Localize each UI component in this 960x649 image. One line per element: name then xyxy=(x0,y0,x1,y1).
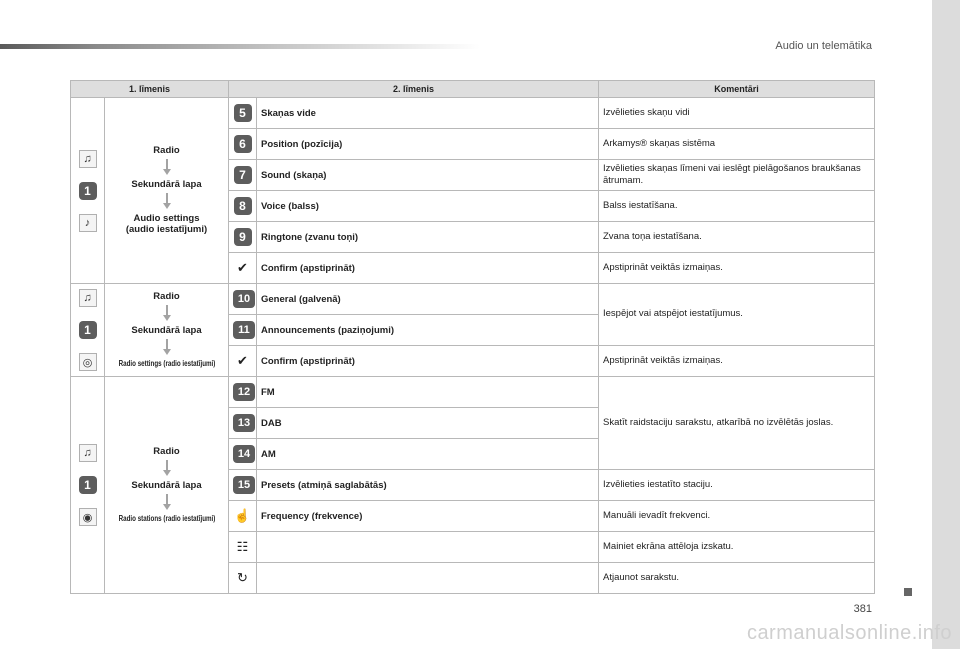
level2-item: Frequency (frekvence) xyxy=(257,501,599,532)
comment-cell: Izvēlieties skaņu vidi xyxy=(599,98,875,129)
music-note-icon: ♫ xyxy=(79,289,97,307)
arrow-down-icon xyxy=(163,315,171,321)
table-row xyxy=(71,377,875,408)
comment-cell: Izvēlieties skaņas līmeni vai ieslēgt pielāgošanos braukšanas ātrumam. xyxy=(599,160,875,191)
comment-cell: Manuāli ievadīt frekvenci. xyxy=(599,501,875,532)
comment-cell: Izvēlieties iestatīto staciju. xyxy=(599,470,875,501)
number-badge: 11 xyxy=(233,321,255,339)
level1-step: Sekundārā lapa xyxy=(131,178,202,190)
group-icons xyxy=(71,284,105,377)
refresh-icon: ↻ xyxy=(237,570,248,585)
level1-step: Sekundārā lapa xyxy=(131,480,202,491)
level1-step: Radio settings (radio iestatījumi) xyxy=(118,358,215,368)
column-header-level2: 2. līmenis xyxy=(229,81,599,98)
comment-cell: Skatīt raidstaciju sarakstu, atkarībā no izvēlētās joslas. xyxy=(599,377,875,470)
step-badge: 1 xyxy=(79,321,97,339)
step-badge: 1 xyxy=(79,182,97,200)
column-header-level1: 1. līmenis xyxy=(71,81,229,98)
level2-item: Ringtone (zvanu toņi) xyxy=(257,222,599,253)
level1-step: Sekundārā lapa xyxy=(131,325,202,336)
checkmark-icon: ✔ xyxy=(237,260,248,275)
level1-path xyxy=(105,284,229,377)
comment-cell: Mainiet ekrāna attēloja izskatu. xyxy=(599,532,875,563)
checkmark-icon: ✔ xyxy=(237,353,248,368)
watermark: carmanualsonline.info xyxy=(746,622,952,644)
level1-step: Radio stations (radio iestatījumi) xyxy=(118,513,215,523)
level1-step: Radio xyxy=(153,144,180,156)
comment-cell: Arkamys® skaņas sistēma xyxy=(599,129,875,160)
comment-cell: Iespējot vai atspējot iestatījumus. xyxy=(599,284,875,346)
level2-item: Skaņas vide xyxy=(257,98,599,129)
arrow-down-icon xyxy=(163,169,171,175)
level2-item: General (galvenā) xyxy=(257,284,599,315)
page-edge-tab xyxy=(932,0,960,649)
level2-item: Voice (balss) xyxy=(257,191,599,222)
continue-marker xyxy=(904,588,912,596)
music-note-settings-icon: ♪ xyxy=(79,214,97,232)
level2-item: Confirm (apstiprināt) xyxy=(257,346,599,377)
number-badge: 5 xyxy=(234,104,252,122)
number-badge: 14 xyxy=(233,445,255,463)
arrow-down-icon xyxy=(163,203,171,209)
level2-item: AM xyxy=(257,439,599,470)
number-badge: 7 xyxy=(234,166,252,184)
level1-step: Audio settings xyxy=(133,212,200,224)
music-note-icon: ♫ xyxy=(79,150,97,168)
frequency-hand-icon: ☝ xyxy=(234,508,251,523)
comment-cell: Balss iestatīšana. xyxy=(599,191,875,222)
arrow-down-icon xyxy=(163,349,171,355)
level2-item: Confirm (apstiprināt) xyxy=(257,253,599,284)
level2-item: Sound (skaņa) xyxy=(257,160,599,191)
number-badge: 9 xyxy=(234,228,252,246)
table-row xyxy=(71,98,875,129)
music-note-icon: ♫ xyxy=(79,444,97,462)
header-gradient-bar xyxy=(0,44,480,49)
level2-item xyxy=(257,532,599,563)
level1-step: Radio xyxy=(153,446,180,458)
level2-item: Announcements (paziņojumi) xyxy=(257,315,599,346)
comment-cell: Apstiprināt veiktās izmaiņas. xyxy=(599,346,875,377)
list-view-icon: ☷ xyxy=(236,539,249,554)
number-badge: 15 xyxy=(233,476,255,494)
arrow-down-icon xyxy=(163,504,171,510)
number-badge: 8 xyxy=(234,197,252,215)
table-row xyxy=(71,284,875,315)
number-badge: 13 xyxy=(233,414,255,432)
settings-table xyxy=(70,80,875,594)
level1-path xyxy=(105,377,229,594)
number-badge: 6 xyxy=(234,135,252,153)
comment-cell: Apstiprināt veiktās izmaiņas. xyxy=(599,253,875,284)
level1-step: Radio xyxy=(153,291,180,303)
arrow-down-icon xyxy=(163,470,171,476)
level2-item: Presets (atmiņā saglabātās) xyxy=(257,470,599,501)
level1-step: (audio iestatījumi) xyxy=(125,224,208,236)
page-number: 381 xyxy=(853,603,872,615)
level2-item xyxy=(257,563,599,594)
radio-settings-icon: ◎ xyxy=(79,353,97,371)
level2-item: DAB xyxy=(257,408,599,439)
comment-cell: Zvana toņa iestatīšana. xyxy=(599,222,875,253)
group-icons xyxy=(71,98,105,284)
number-badge: 12 xyxy=(233,383,255,401)
number-badge: 10 xyxy=(233,290,255,308)
step-badge: 1 xyxy=(79,476,97,494)
level1-path xyxy=(105,98,229,284)
level2-item: Position (pozīcija) xyxy=(257,129,599,160)
group-icons xyxy=(71,377,105,594)
table-header-row xyxy=(71,81,875,98)
level2-item: FM xyxy=(257,377,599,408)
radio-icon: ◉ xyxy=(79,508,97,526)
comment-cell: Atjaunot sarakstu. xyxy=(599,563,875,594)
section-title: Audio un telemātika xyxy=(775,40,872,52)
column-header-comments: Komentāri xyxy=(599,81,875,98)
